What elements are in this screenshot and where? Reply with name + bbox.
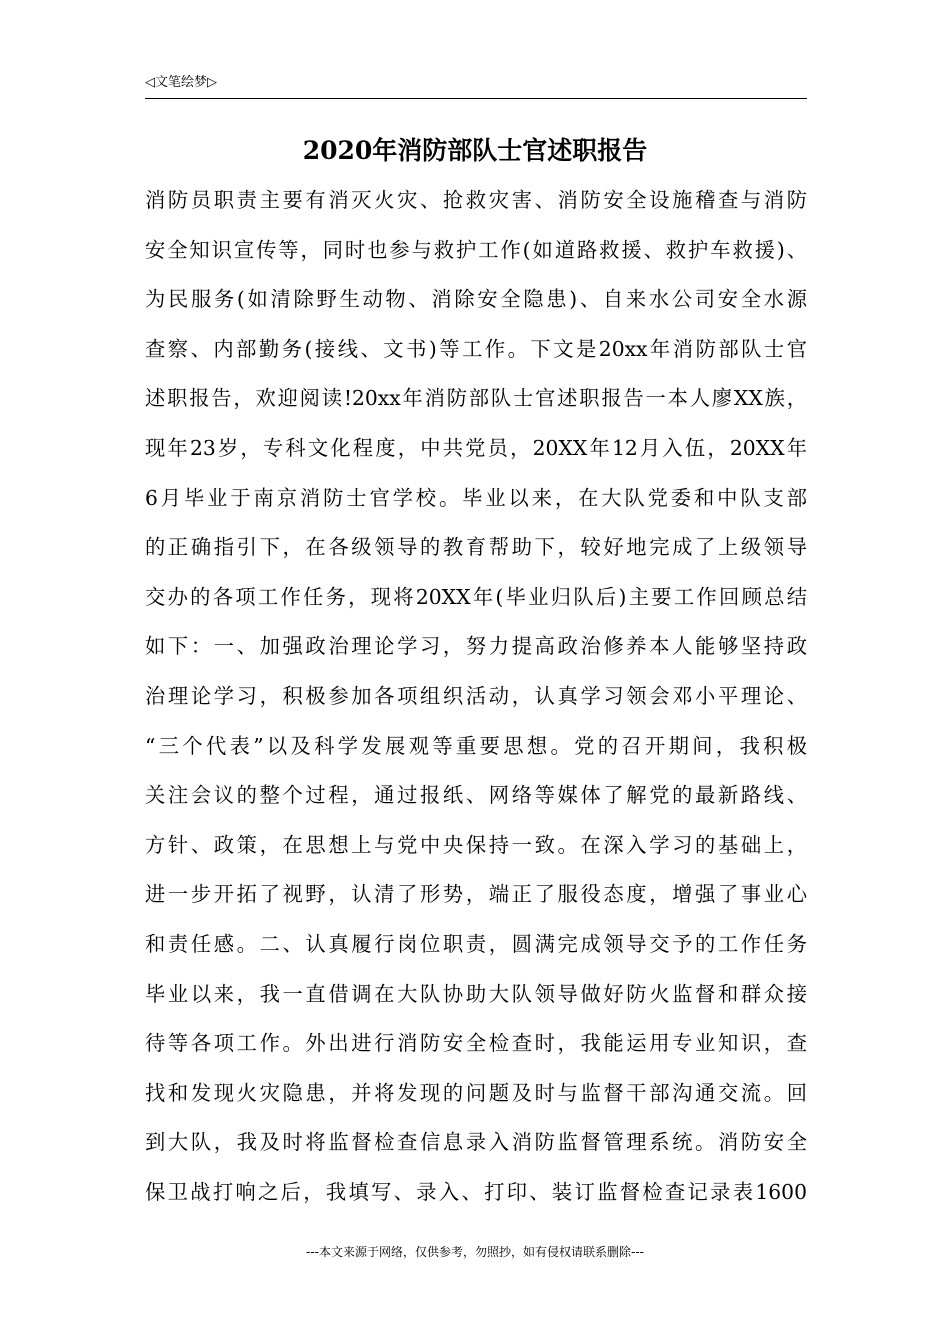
header-label: ◁文笔绘梦▷ xyxy=(145,75,217,90)
body-line: 述职报告，欢迎阅读!20xx年消防部队士官述职报告一本人廖XX族， xyxy=(145,386,807,411)
body-line: 待等各项工作。外出进行消防安全检查时，我能运用专业知识，查 xyxy=(145,1031,807,1056)
page-header xyxy=(145,74,807,99)
body-line: “三个代表”以及科学发展观等重要思想。党的召开期间，我积极 xyxy=(145,733,807,758)
body-line: 治理论学习，积极参加各项组织活动，认真学习领会邓小平理论、 xyxy=(145,683,807,708)
page-footer: ---本文来源于网络，仅供参考，勿照抄，如有侵权请联系删除--- xyxy=(306,1245,644,1259)
body-line: 消防员职责主要有消灭火灾、抢救灾害、消防安全设施稽查与消防 xyxy=(145,188,807,212)
body-line: 为民服务(如清除野生动物、消除安全隐患)、自来水公司安全水源 xyxy=(145,287,807,312)
body-line: 交办的各项工作任务，现将20XX年(毕业归队后)主要工作回顾总结 xyxy=(145,584,807,609)
document-title: 2020年消防部队士官述职报告 xyxy=(302,136,648,165)
body-line: 方针、政策，在思想上与党中央保持一致。在深入学习的基础上， xyxy=(145,832,807,857)
body-line: 查察、内部勤务(接线、文书)等工作。下文是20xx年消防部队士官 xyxy=(145,336,807,361)
body-line: 进一步开拓了视野，认清了形势，端正了服役态度，增强了事业心 xyxy=(145,882,807,907)
body-line: 找和发现火灾隐患，并将发现的问题及时与监督干部沟通交流。回 xyxy=(145,1080,807,1105)
body-line: 现年23岁，专科文化程度，中共党员，20XX年12月入伍，20XX年 xyxy=(145,435,807,460)
body-line: 保卫战打响之后，我填写、录入、打印、装订监督检查记录表1600 xyxy=(145,1179,807,1204)
body-line: 如下：一、加强政治理论学习，努力提高政治修养本人能够坚持政 xyxy=(145,634,807,659)
body-line: 到大队，我及时将监督检查信息录入消防监督管理系统。消防安全 xyxy=(145,1130,807,1155)
body-line: 和责任感。二、认真履行岗位职责，圆满完成领导交予的工作任务 xyxy=(145,931,807,956)
body-line: 毕业以来，我一直借调在大队协助大队领导做好防火监督和群众接 xyxy=(145,981,807,1006)
body-text xyxy=(145,180,807,1221)
body-line: 关注会议的整个过程，通过报纸、网络等媒体了解党的最新路线、 xyxy=(145,783,807,808)
body-line: 6月毕业于南京消防士官学校。毕业以来，在大队党委和中队支部 xyxy=(145,485,807,510)
body-line: 安全知识宣传等，同时也参与救护工作(如道路救援、救护车救援)、 xyxy=(145,237,807,262)
body-line: 的正确指引下，在各级领导的教育帮助下，较好地完成了上级领导 xyxy=(145,535,807,560)
